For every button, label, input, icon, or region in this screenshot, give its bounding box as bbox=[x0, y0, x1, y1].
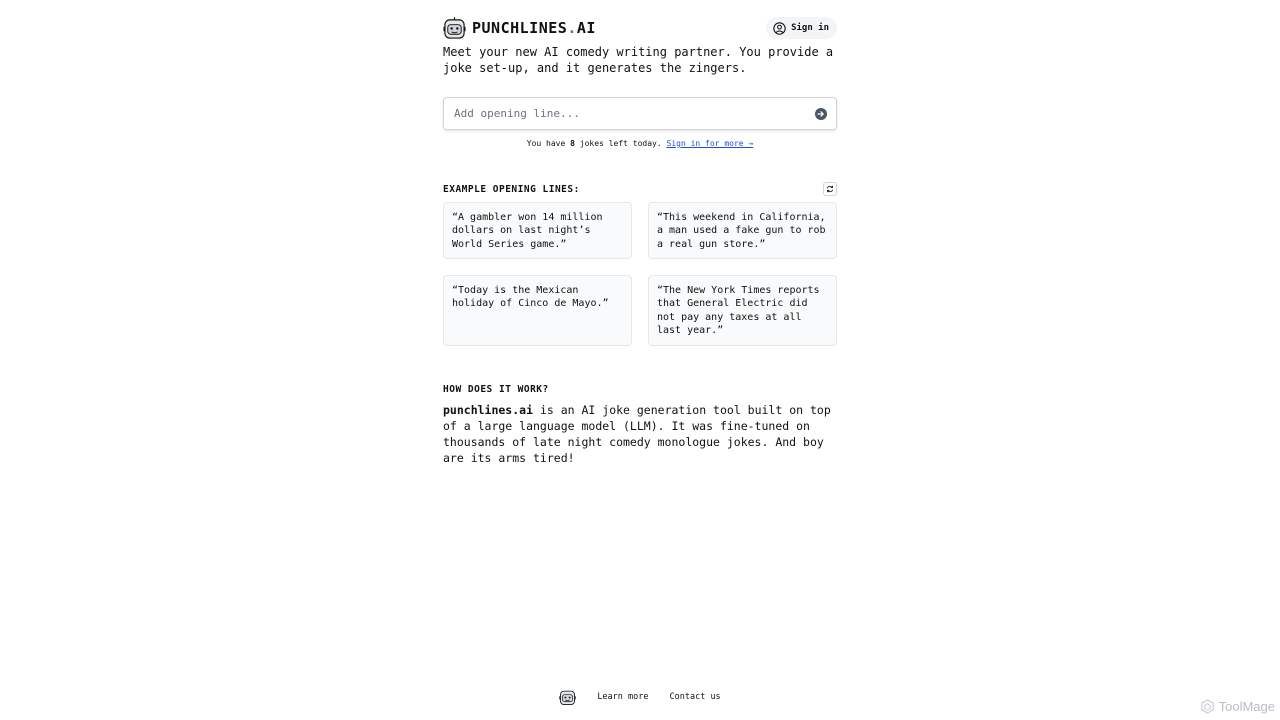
opening-line-input[interactable] bbox=[454, 107, 815, 120]
refresh-icon bbox=[826, 185, 834, 193]
robot-face-icon bbox=[443, 17, 466, 40]
brand-dot: . bbox=[567, 19, 577, 37]
how-it-works-text bbox=[443, 402, 837, 466]
how-description: is an AI joke generation tool built on top of a large language model (LLM). It was fine-tuned on thousands of late night comedy monologue jokes. And boy are its arms tired! bbox=[443, 403, 831, 465]
brand-name bbox=[472, 19, 596, 37]
joke-quota bbox=[443, 139, 837, 148]
sign-in-more-link[interactable]: Sign in for more → bbox=[666, 139, 754, 148]
example-card[interactable]: “Today is the Mexican holiday of Cinco de Mayo.” bbox=[443, 275, 632, 346]
brand-main: PUNCHLINES bbox=[472, 19, 568, 37]
example-card[interactable]: “A gambler won 14 million dollars on last night’s World Series game.” bbox=[443, 202, 632, 259]
how-brand: punchlines.ai bbox=[443, 403, 534, 417]
toolmage-logo-icon bbox=[1200, 699, 1215, 714]
refresh-examples-button[interactable] bbox=[823, 182, 837, 196]
user-circle-icon bbox=[773, 22, 786, 35]
header bbox=[443, 16, 837, 40]
arrow-right-circle-icon[interactable] bbox=[815, 108, 827, 120]
example-card[interactable]: “This weekend in California, a man used a fake gun to rob a real gun store.” bbox=[648, 202, 837, 259]
watermark bbox=[1200, 699, 1275, 714]
intro-text: Meet your new AI comedy writing partner. You provide a joke set-up, and it generates the zingers. bbox=[443, 45, 834, 75]
robot-face-icon[interactable] bbox=[559, 689, 576, 706]
footer bbox=[0, 688, 1280, 706]
examples-header bbox=[443, 182, 837, 196]
brand-tld: AI bbox=[576, 19, 596, 37]
watermark-text: ToolMage bbox=[1218, 699, 1275, 714]
examples-title: EXAMPLE OPENING LINES: bbox=[443, 183, 580, 195]
sign-in-button[interactable] bbox=[766, 17, 837, 39]
how-it-works-title: HOW DOES IT WORK? bbox=[443, 384, 549, 395]
quota-count: 8 bbox=[570, 139, 575, 148]
opening-line-field[interactable] bbox=[443, 97, 837, 130]
learn-more-link[interactable]: Learn more bbox=[597, 692, 649, 702]
contact-us-link[interactable]: Contact us bbox=[669, 692, 721, 702]
example-card[interactable]: “The New York Times reports that General Electric did not pay any taxes at all last year.” bbox=[648, 275, 837, 346]
quota-suffix: jokes left today. bbox=[579, 139, 662, 148]
quota-prefix: You have bbox=[526, 139, 566, 148]
brand[interactable] bbox=[443, 17, 596, 40]
sign-in-label: Sign in bbox=[791, 23, 829, 33]
